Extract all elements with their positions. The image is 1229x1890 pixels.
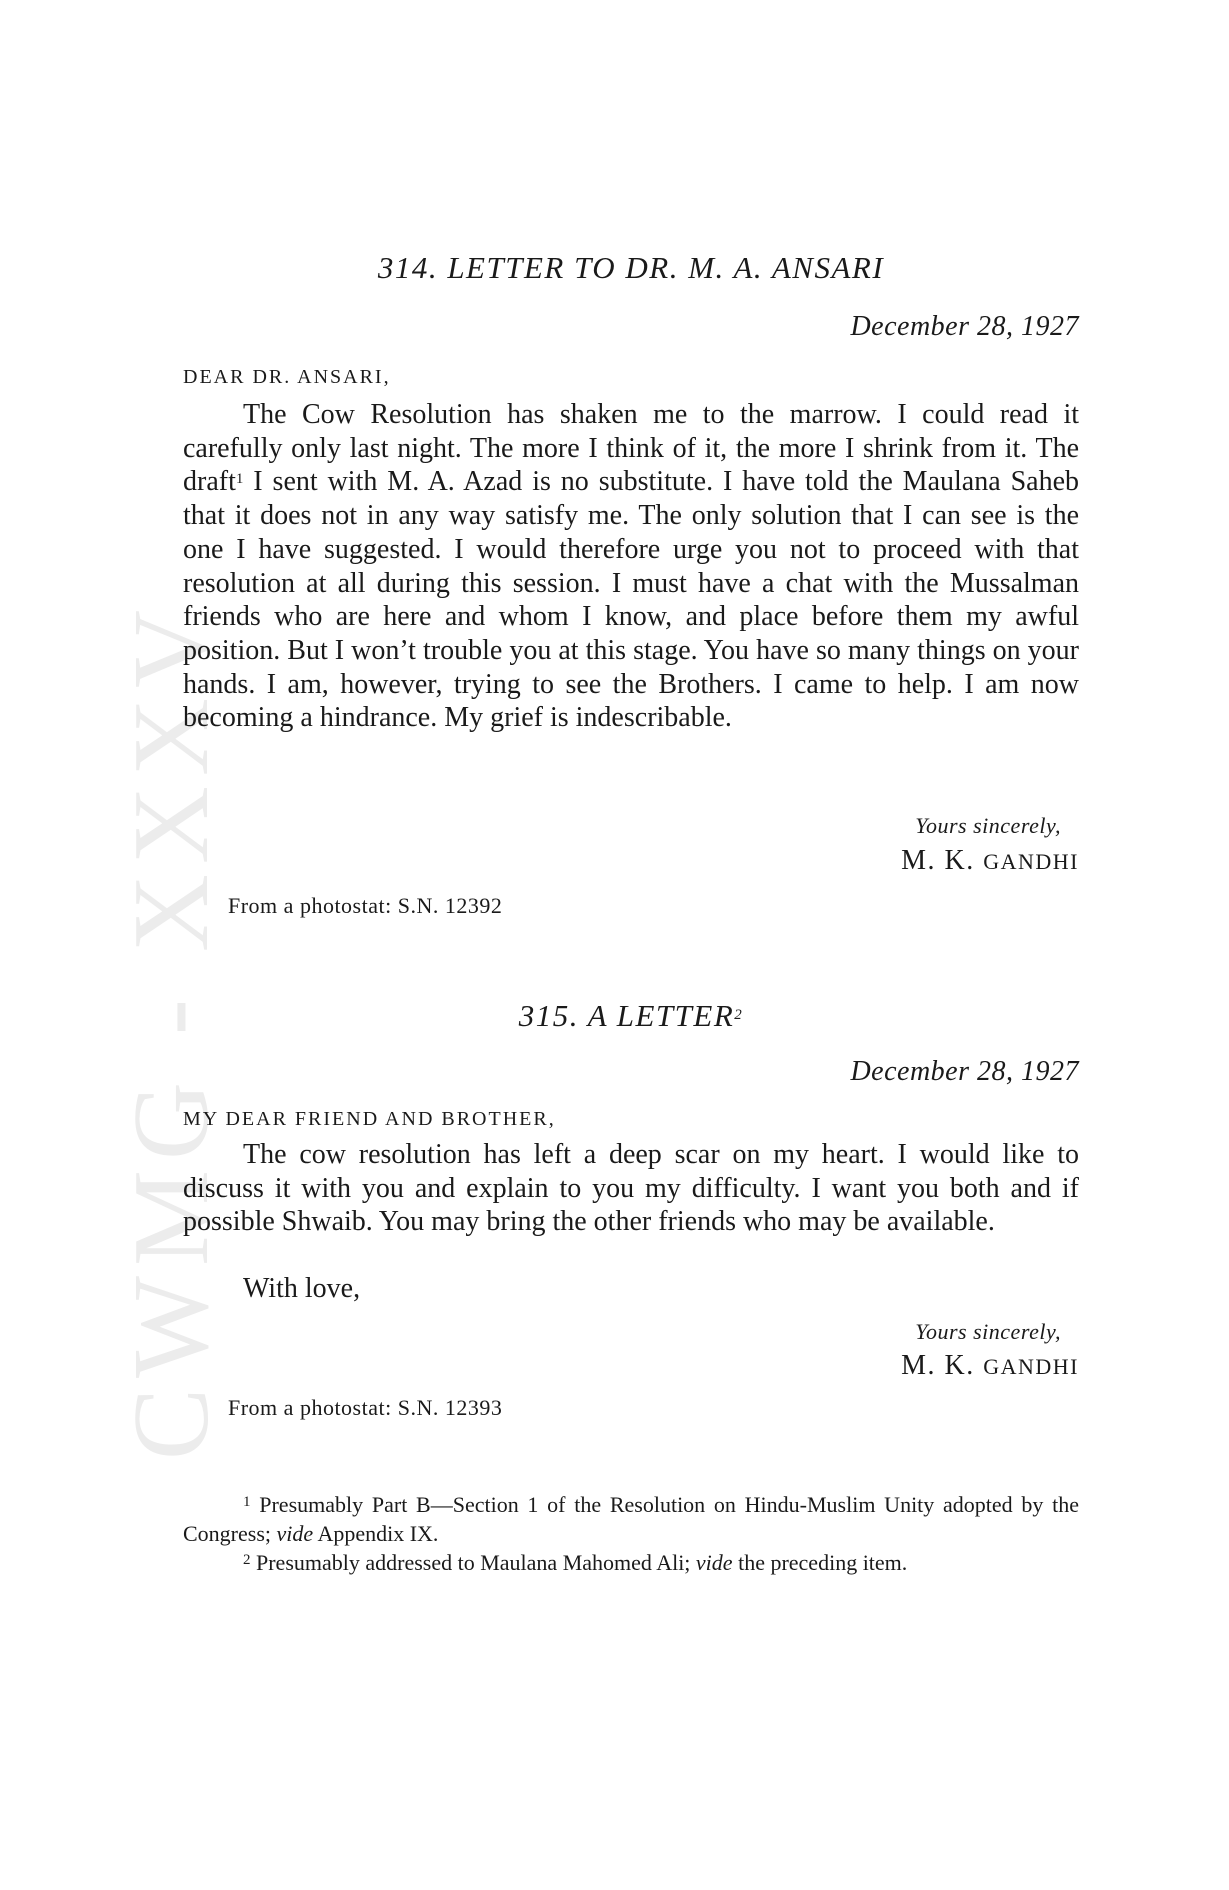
letter-314-title: 314. LETTER TO DR. M. A. ANSARI xyxy=(377,250,885,285)
watermark: CWMG - XXXV xyxy=(112,600,231,1460)
letter-314-signature-initials: M. K. xyxy=(901,845,975,876)
letter-315-title-text: 315. A LETTER xyxy=(518,998,735,1033)
letter-314-body-part-2: I sent with M. A. Azad is no substitute. I have told the Maulana Saheb that it does not in any way satisfy me. The only solution that I can see is the one I have suggested. I would therefore urge you not to proceed with that resolution at all during this session. I must have a chat with the Mussalman friends who are here and whom I know, and place before them my awful position. But I won’t trouble you at this stage. You have so many things on your hands. I am, however, trying to see the Brothers. I came to help. I am now becoming a hindrance. My grief is indescribable. xyxy=(183,466,1079,734)
footnote-ref-2: 2 xyxy=(734,1007,744,1023)
letter-314-body xyxy=(183,398,1079,735)
letter-314-signature xyxy=(901,845,1079,877)
footnote-2-number: 2 xyxy=(243,1552,251,1568)
footnote-1-text-a: Presumably Part B—Section 1 of the Resolution on Hindu-Muslim Unity adopted by the Congress; xyxy=(183,1492,1080,1546)
footnote-1-italic: vide xyxy=(276,1521,314,1546)
footnote-1 xyxy=(183,1490,1079,1548)
letter-314-salutation: DEAR DR. ANSARI, xyxy=(183,366,391,388)
letter-314-body-part-1: The Cow Resolution has shaken me to the marrow. I could read it carefully only last night. The more I think of it, the more I shrink from it. The draft xyxy=(183,399,1079,498)
letter-314-source: From a photostat: S.N. 12392 xyxy=(228,893,503,918)
letter-315-signature-initials: M. K. xyxy=(901,1350,975,1381)
footnote-1-number: 1 xyxy=(243,1494,251,1510)
letter-315-signature xyxy=(901,1350,1079,1382)
letter-315-closing: Yours sincerely, xyxy=(915,1319,1061,1344)
letter-315-with-love: With love, xyxy=(243,1273,361,1304)
footnote-2-italic: vide xyxy=(695,1550,733,1575)
letter-315-source: From a photostat: S.N. 12393 xyxy=(228,1395,503,1420)
footnote-1-text-b: Appendix IX. xyxy=(313,1521,439,1546)
letter-315-body: The cow resolution has left a deep scar on my heart. I would like to discuss it with you and explain to you my difficulty. I want you both and if possible Shwaib. You may bring the other friends who may be available. xyxy=(183,1139,1079,1238)
footnote-ref-1: 1 xyxy=(235,471,244,488)
letter-315-salutation: MY DEAR FRIEND AND BROTHER, xyxy=(183,1108,556,1130)
letter-314-closing: Yours sincerely, xyxy=(915,813,1061,838)
footnote-2-text-a: Presumably addressed to Maulana Mahomed Ali; xyxy=(256,1550,696,1575)
footnotes xyxy=(183,1490,1079,1577)
footnote-2-text-b: the preceding item. xyxy=(732,1550,908,1575)
letter-314-date: December 28, 1927 xyxy=(850,311,1079,342)
letter-315-signature-surname: GANDHI xyxy=(983,1354,1079,1379)
letter-315-title xyxy=(183,998,1079,1034)
letter-315-date: December 28, 1927 xyxy=(850,1056,1079,1087)
letter-314-signature-surname: GANDHI xyxy=(983,849,1079,874)
footnote-2 xyxy=(183,1548,1079,1577)
